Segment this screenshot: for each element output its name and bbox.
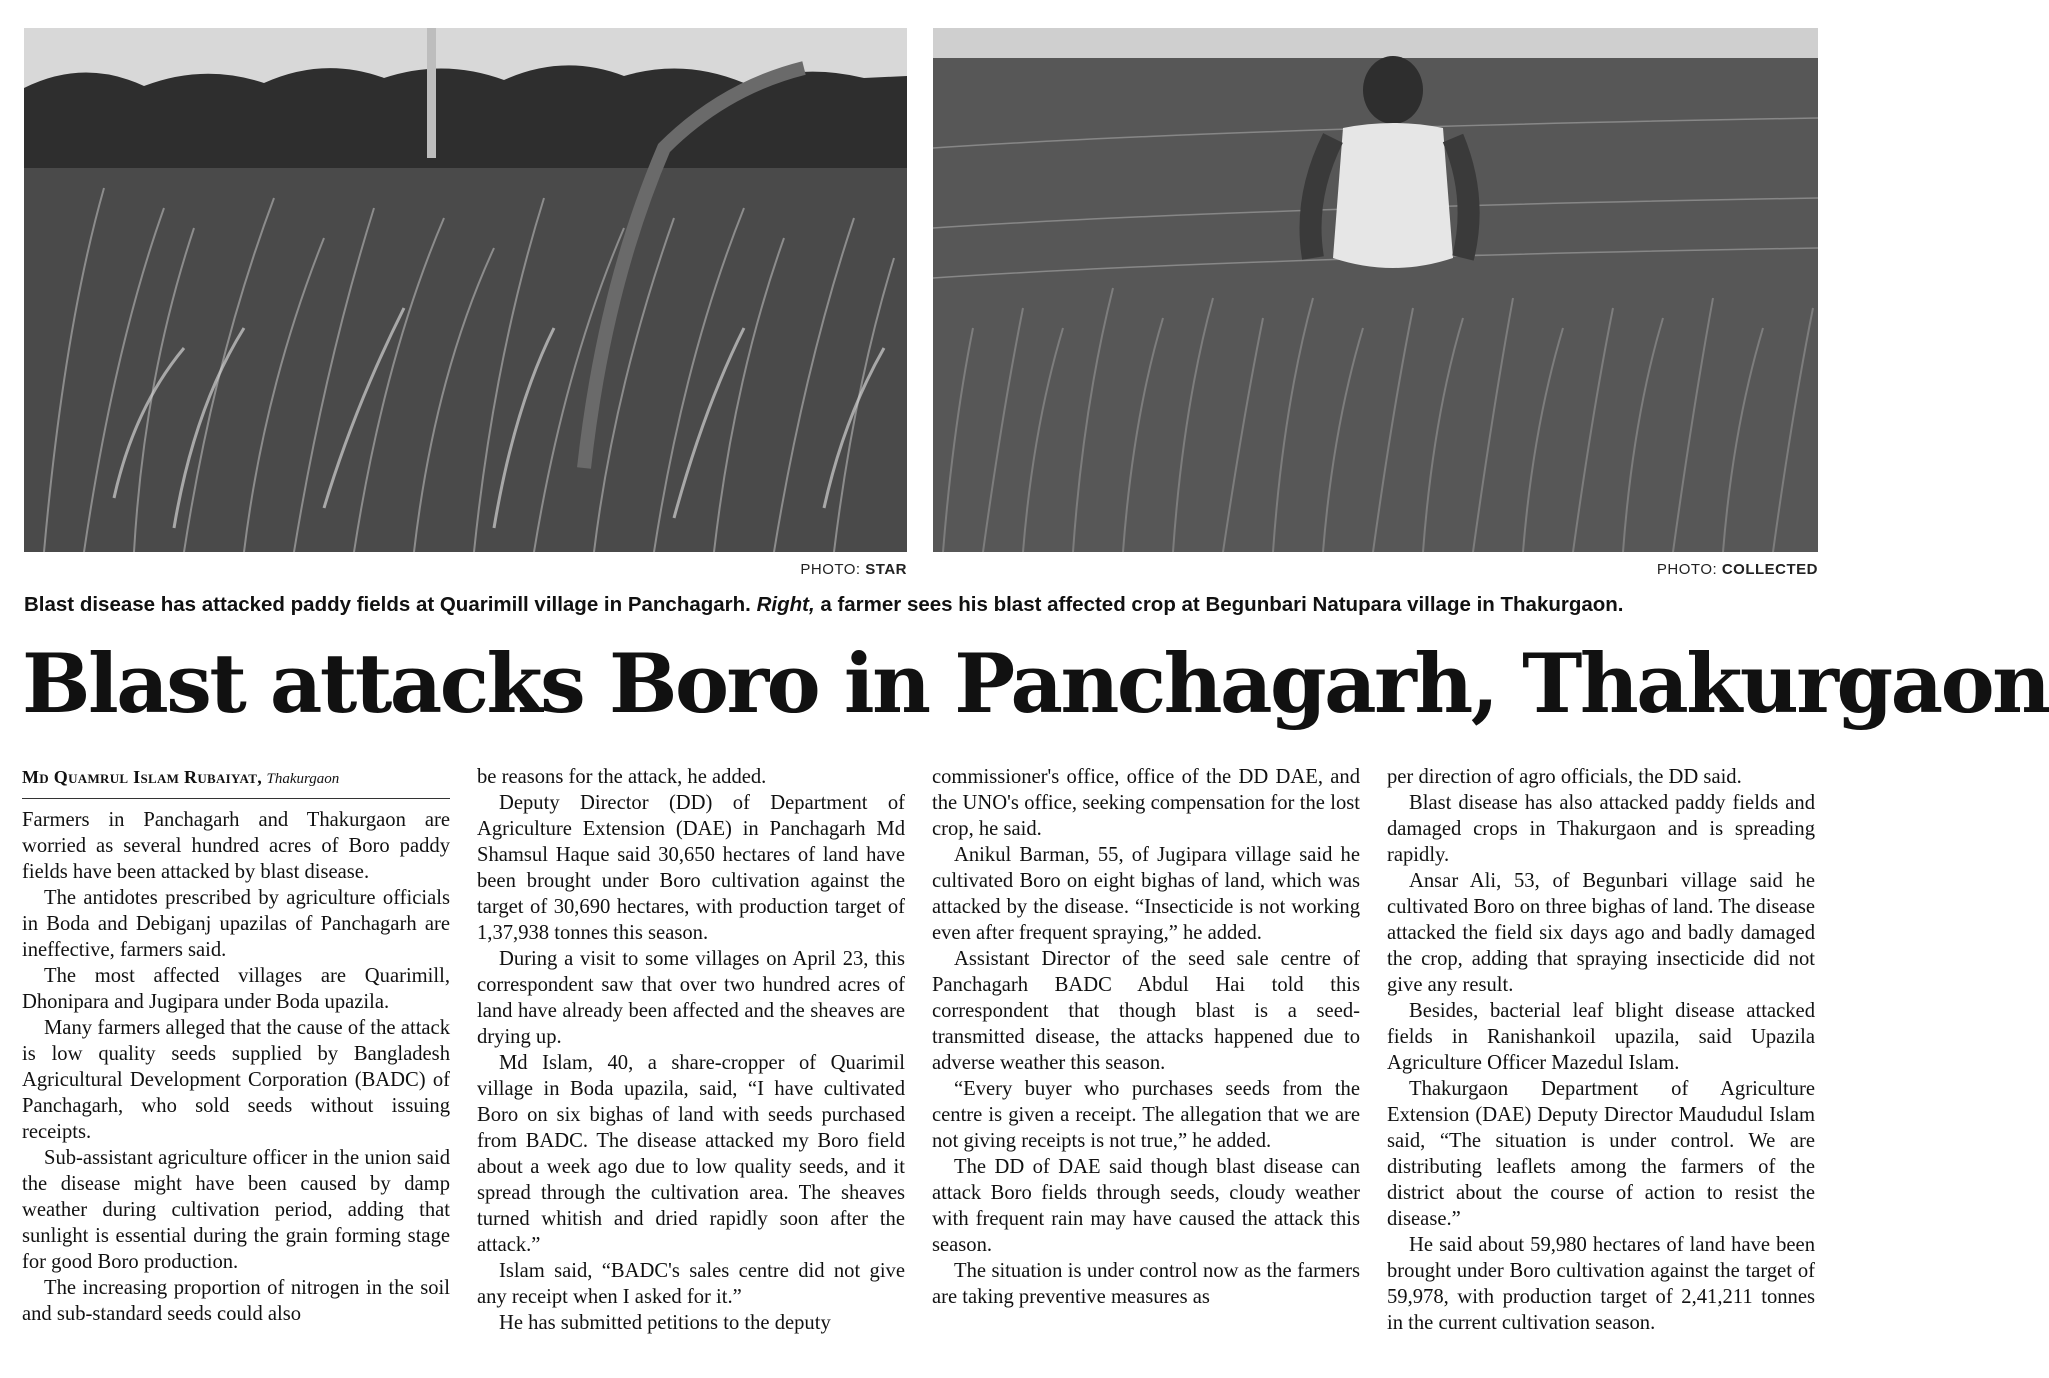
article-column-2 (477, 764, 905, 1336)
photo-farmer-in-field (933, 28, 1818, 552)
paragraph: commissioner's office, office of the DD DAE, and the UNO's office, seeking compensation for the lost crop, he said. (932, 766, 1360, 840)
author-name: Md Quamrul Islam Rubaiyat, (22, 767, 263, 787)
paragraph: The situation is under control now as the farmers are taking preventive measures as (932, 1260, 1360, 1308)
photo-credit-left: PHOTO: STAR (800, 561, 907, 578)
paddy-field-image (24, 28, 907, 552)
paragraph: Thakurgaon Department of Agriculture Extension (DAE) Deputy Director Maududul Islam said, “The situation is under control. We are distributing leaflets among the farmers of the district about the course of action to resist the disease.” (1387, 1078, 1815, 1230)
paragraph: The increasing proportion of nitrogen in the soil and sub-standard seeds could also (22, 1277, 450, 1325)
paragraph: be reasons for the attack, he added. (477, 766, 767, 788)
article-headline: Blast attacks Boro in Panchagarh, Thakurgaon (22, 637, 2049, 732)
paragraph: During a visit to some villages on April 23, this correspondent saw that over two hundred acres of land have already been affected and the sheaves are drying up. (477, 948, 905, 1048)
byline (22, 764, 450, 799)
photo-caption: Blast disease has attacked paddy fields at Quarimill village in Panchagarh. Right, a farmer sees his blast affected crop at Begunbari Natupara village in Thakurgaon. (24, 593, 1624, 616)
paragraph: The most affected villages are Quarimill, Dhonipara and Jugipara under Boda upazila. (22, 965, 450, 1013)
article-column-1 (22, 764, 450, 1327)
photo-credit-right: PHOTO: COLLECTED (1656, 561, 1818, 578)
article-column-4 (1387, 764, 1815, 1336)
paragraph: Assistant Director of the seed sale centre of Panchagarh BADC Abdul Hai told this correspondent that though blast is a seed-transmitted disease, the attacks happened due to adverse weather this season. (932, 948, 1360, 1074)
paragraph: He said about 59,980 hectares of land have been brought under Boro cultivation against the target of 59,978, with production target of 2,41,211 tonnes in the current cultivation season. (1387, 1234, 1815, 1334)
paragraph: Anikul Barman, 55, of Jugipara village said he cultivated Boro on eight bighas of land, which was attacked by the disease. “Insecticide is not working even after frequent spraying,” he added. (932, 844, 1360, 944)
paragraph: Sub-assistant agriculture officer in the union said the disease might have been caused by damp weather during cultivation period, adding that sunlight is essential during the grain forming stage for good Boro production. (22, 1147, 450, 1273)
paragraph: Islam said, “BADC's sales centre did not give any receipt when I asked for it.” (477, 1260, 905, 1308)
paragraph: per direction of agro officials, the DD said. (1387, 766, 1742, 788)
paragraph: Blast disease has also attacked paddy fields and damaged crops in Thakurgaon and is spreading rapidly. (1387, 792, 1815, 866)
paragraph: The DD of DAE said though blast disease can attack Boro fields through seeds, cloudy weather with frequent rain may have caused the attack this season. (932, 1156, 1360, 1256)
photo-blast-paddy-field (24, 28, 907, 552)
article-column-3 (932, 764, 1360, 1310)
paragraph: Md Islam, 40, a share-cropper of Quarimil village in Boda upazila, said, “I have cultivated Boro on six bighas of land with seeds purchased from BADC. The disease attacked my Boro field about a week ago due to low quality seeds, and it spread through the cultivation area. The sheaves turned whitish and dried rapidly soon after the attack.” (477, 1052, 905, 1256)
paragraph: Ansar Ali, 53, of Begunbari village said he cultivated Boro on three bighas of land. The disease attacked the field six days ago and badly damaged the crop, adding that spraying insecticide did not give any result. (1387, 870, 1815, 996)
paragraph: Besides, bacterial leaf blight disease attacked fields in Ranishankoil upazila, said Upazila Agriculture Officer Mazedul Islam. (1387, 1000, 1815, 1074)
paragraph: “Every buyer who purchases seeds from the centre is given a receipt. The allegation that we are not giving receipts is not true,” he added. (932, 1078, 1360, 1152)
farmer-field-image (933, 28, 1818, 552)
paragraph: Deputy Director (DD) of Department of Agriculture Extension (DAE) in Panchagarh Md Shamsul Haque said 30,650 hectares of land have been brought under Boro cultivation against the target of 30,690 hectares, with production target of 1,37,938 tonnes this season. (477, 792, 905, 944)
paragraph: He has submitted petitions to the deputy (499, 1312, 831, 1334)
paragraph: Farmers in Panchagarh and Thakurgaon are worried as several hundred acres of Boro paddy fields have been attacked by blast disease. (22, 809, 450, 883)
paragraph: The antidotes prescribed by agriculture officials in Boda and Debiganj upazilas of Panchagarh are ineffective, farmers said. (22, 887, 450, 961)
paragraph: Many farmers alleged that the cause of the attack is low quality seeds supplied by Bangladesh Agricultural Development Corporation (BADC) of Panchagarh, who sold seeds without issuing receipts. (22, 1017, 450, 1143)
author-location: Thakurgaon (266, 771, 340, 787)
